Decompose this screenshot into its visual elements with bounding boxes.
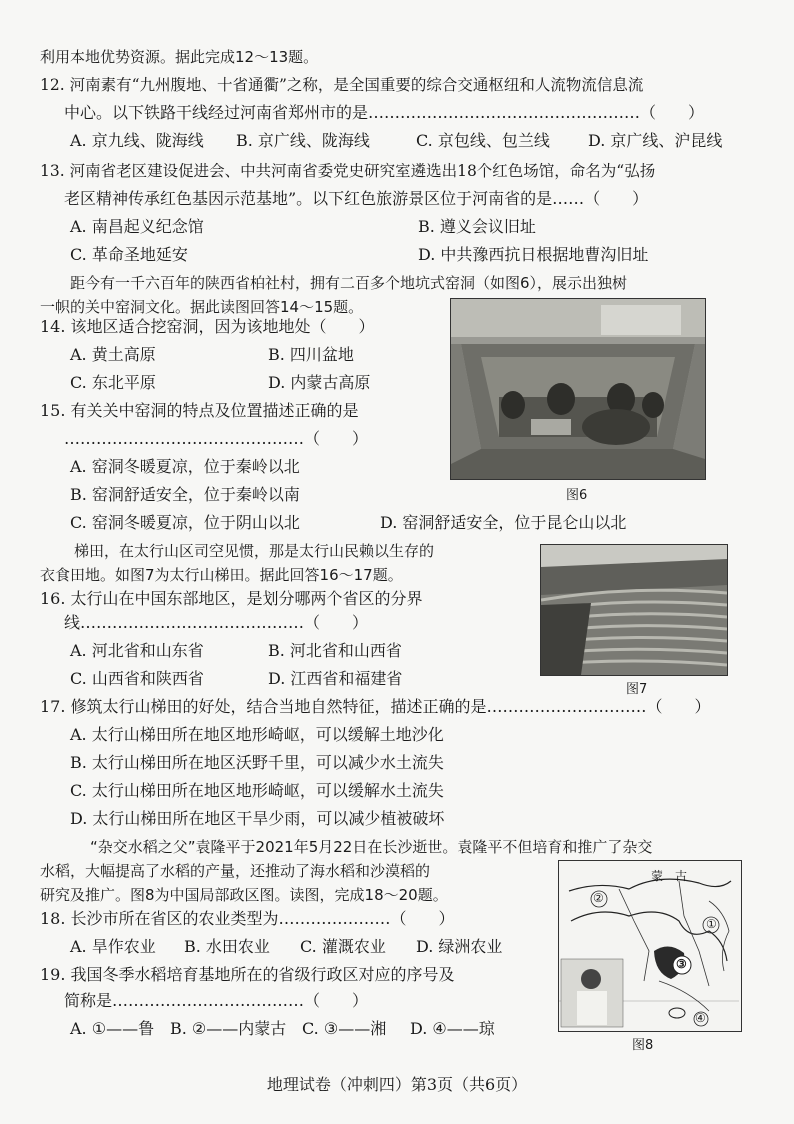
q14-option-b[interactable]: B. 四川盆地 [268, 345, 354, 364]
china-partial-map [559, 861, 741, 1031]
passage4-line1: “杂交水稻之父”袁隆平于2021年5月22日在长沙逝世。袁隆平不但培育和推广了杂交 [90, 838, 653, 856]
page-footer: 地理试卷（冲刺四）第3页（共6页） [266, 1075, 528, 1094]
map-mark-1: ① [706, 917, 717, 931]
q16-option-a[interactable]: A. 河北省和山东省 [70, 641, 204, 660]
cave-dwelling-illustration [451, 299, 705, 479]
figure-8-map [558, 860, 742, 1032]
passage3-line1: 梯田，在太行山区司空见惯，那是太行山民赖以生存的 [74, 542, 435, 560]
q13-option-a[interactable]: A. 南昌起义纪念馆 [70, 217, 204, 236]
passage2-line1: 距今有一千六百年的陕西省柏社村，拥有二百多个地坑式窑洞（如图6），展示出独树 [70, 274, 628, 292]
terraced-fields-illustration [541, 545, 727, 675]
map-label-mongolia: 蒙 古 [651, 869, 688, 883]
q18-option-a[interactable]: A. 旱作农业 [70, 937, 156, 956]
q12-option-a[interactable]: A. 京九线、陇海线 [70, 131, 204, 150]
map-mark-3: ③ [676, 957, 687, 971]
q14-stem: 14. 该地区适合挖窑洞，因为该地地处（ ） [40, 317, 375, 336]
figure-6-cave-dwelling-photo [450, 298, 706, 480]
q18-option-b[interactable]: B. 水田农业 [184, 937, 270, 956]
q16-option-b[interactable]: B. 河北省和山西省 [268, 641, 402, 660]
q18-stem: 18. 长沙市所在省区的农业类型为…………………（ ） [40, 909, 455, 928]
passage2-line2: 一帜的关中窑洞文化。据此读图回答14～15题。 [40, 298, 364, 316]
figure-7-caption: 图7 [626, 682, 648, 697]
passage4-line3: 研究及推广。图8为中国局部政区图。读图，完成18～20题。 [40, 886, 448, 904]
q12-option-c[interactable]: C. 京包线、包兰线 [416, 131, 550, 150]
q13-option-c[interactable]: C. 革命圣地延安 [70, 245, 188, 264]
q16-option-d[interactable]: D. 江西省和福建省 [268, 669, 403, 688]
passage3-line2: 衣食田地。如图7为太行山梯田。据此回答16～17题。 [40, 566, 403, 584]
q15-stem-line2: ………………………………………（ ） [64, 429, 369, 448]
q14-option-d[interactable]: D. 内蒙古高原 [268, 373, 371, 392]
q12-stem-line2: 中心。以下铁路干线经过河南省郑州市的是……………………………………………（ ） [64, 103, 705, 122]
passage4-line2: 水稻，大幅提高了水稻的产量，还推动了海水稻和沙漠稻的 [40, 862, 431, 880]
q14-option-c[interactable]: C. 东北平原 [70, 373, 156, 392]
map-mark-4: ④ [695, 1011, 706, 1025]
q17-stem: 17. 修筑太行山梯田的好处，结合当地自然特征，描述正确的是…………………………（ ） [40, 697, 711, 716]
q19-stem-line2: 简称是………………………………（ ） [64, 991, 369, 1010]
q16-stem-line1: 16. 太行山在中国东部地区，是划分哪两个省区的分界 [40, 589, 423, 608]
q13-stem-line1: 13. 河南省老区建设促进会、中共河南省委党史研究室遴选出18个红色场馆，命名为“弘扬 [40, 162, 656, 180]
map-mark-2: ② [593, 891, 604, 905]
q19-option-c[interactable]: C. ③——湘 [302, 1019, 387, 1038]
q15-option-c[interactable]: C. 窑洞冬暖夏凉，位于阴山以北 [70, 513, 300, 532]
q19-option-d[interactable]: D. ④——琼 [410, 1019, 495, 1038]
q15-stem-line1: 15. 有关关中窑洞的特点及位置描述正确的是 [40, 401, 359, 420]
intro-line: 利用本地优势资源。据此完成12～13题。 [40, 48, 319, 66]
q12-stem-line1: 12. 河南素有“九州腹地、十省通衢”之称，是全国重要的综合交通枢纽和人流物流信息流 [40, 76, 644, 94]
q19-stem-line1: 19. 我国冬季水稻培育基地所在的省级行政区对应的序号及 [40, 965, 455, 984]
figure-7-terrace-photo [540, 544, 728, 676]
q15-option-d[interactable]: D. 窑洞舒适安全，位于昆仑山以北 [380, 513, 627, 532]
q17-option-a[interactable]: A. 太行山梯田所在地区地形崎岖，可以缓解土地沙化 [70, 725, 444, 744]
q14-option-a[interactable]: A. 黄土高原 [70, 345, 156, 364]
figure-6-caption: 图6 [566, 488, 588, 503]
q17-option-b[interactable]: B. 太行山梯田所在地区沃野千里，可以减少水土流失 [70, 753, 444, 772]
q15-option-a[interactable]: A. 窑洞冬暖夏凉，位于秦岭以北 [70, 457, 300, 476]
q13-option-d[interactable]: D. 中共豫西抗日根据地曹沟旧址 [418, 245, 649, 264]
q18-option-c[interactable]: C. 灌溉农业 [300, 937, 386, 956]
q12-option-d[interactable]: D. 京广线、沪昆线 [588, 131, 723, 150]
q13-option-b[interactable]: B. 遵义会议旧址 [418, 217, 536, 236]
q17-option-d[interactable]: D. 太行山梯田所在地区干旱少雨，可以减少植被破坏 [70, 809, 445, 828]
q16-stem-line2: 线……………………………………（ ） [64, 613, 369, 632]
q12-option-b[interactable]: B. 京广线、陇海线 [236, 131, 370, 150]
q16-option-c[interactable]: C. 山西省和陕西省 [70, 669, 204, 688]
q13-stem-line2: 老区精神传承红色基因示范基地”。以下红色旅游景区位于河南省的是……（ ） [64, 189, 649, 208]
figure-8-caption: 图8 [632, 1038, 654, 1053]
q18-option-d[interactable]: D. 绿洲农业 [416, 937, 503, 956]
q19-option-b[interactable]: B. ②——内蒙古 [170, 1019, 287, 1038]
q15-option-b[interactable]: B. 窑洞舒适安全，位于秦岭以南 [70, 485, 300, 504]
q19-option-a[interactable]: A. ①——鲁 [70, 1019, 155, 1038]
q17-option-c[interactable]: C. 太行山梯田所在地区地形崎岖，可以缓解水土流失 [70, 781, 444, 800]
